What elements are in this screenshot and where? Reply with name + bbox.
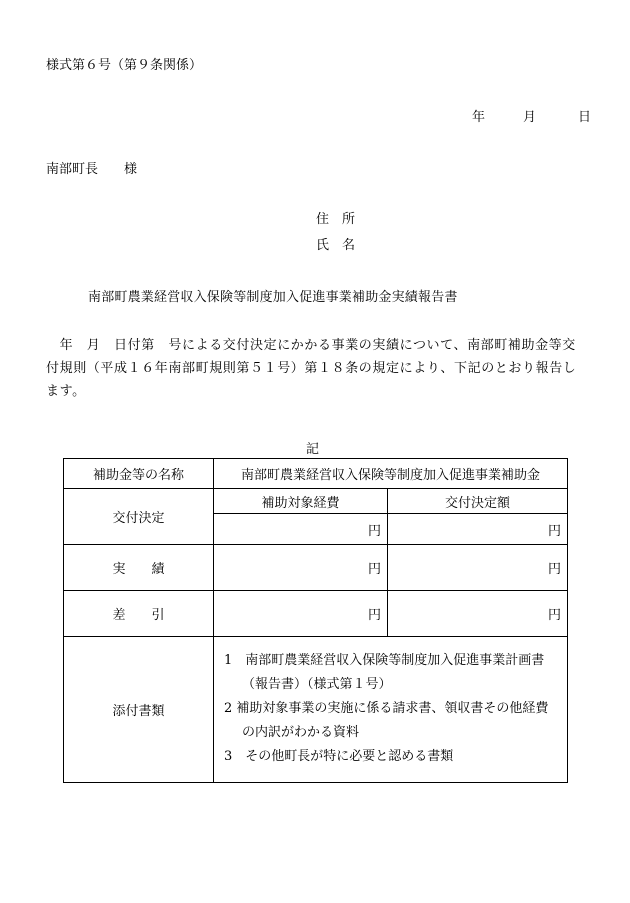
form-number: 様式第６号（第９条関係）: [46, 58, 203, 73]
table-row: [64, 545, 568, 591]
row-diff-label: 差 引: [64, 591, 214, 637]
name-label: 氏 名: [316, 238, 356, 253]
diff-amount-cell: 円: [388, 591, 568, 637]
result-cost-cell: 円: [214, 545, 388, 591]
date-month-label: 月: [523, 110, 537, 125]
addressee: 南部町長 様: [46, 162, 138, 177]
table-row: [64, 459, 568, 489]
ki-heading: 記: [306, 442, 320, 457]
attachment-item: 1 南部町農業経営収入保険等制度加入促進事業計画書（報告書）（様式第１号）: [224, 653, 545, 692]
attachments-list: [214, 637, 568, 783]
subsidy-name-value: 南部町農業経営収入保険等制度加入促進事業補助金: [214, 459, 568, 489]
document-title: 南部町農業経営収入保険等制度加入促進事業補助金実績報告書: [88, 290, 458, 305]
decision-cost-cell: 円: [214, 514, 388, 545]
attachment-item: 2 補助対象事業の実施に係る請求書、領収書その他経費の内訳がわかる資料: [224, 701, 549, 740]
col-eligible-cost-header: 補助対象経費: [214, 489, 388, 514]
row-decision-label: 交付決定: [64, 489, 214, 545]
row-result-label: 実 績: [64, 545, 214, 591]
decision-amount-cell: 円: [388, 514, 568, 545]
body-text: 年 月 日付第 号による交付決定にかかる事業の実績について、南部町補助金等交付規則（平成１６年南部町規則第５１号）第１８条の規定により、下記のとおり報告します。: [46, 338, 577, 399]
attachments-label: 添付書類: [64, 637, 214, 783]
table-row: [64, 591, 568, 637]
report-table: [63, 458, 568, 783]
table-row: [64, 637, 568, 783]
date-line: [472, 106, 591, 125]
attachment-item: 3 その他町長が特に必要と認める書類: [224, 749, 454, 764]
subsidy-name-label: 補助金等の名称: [64, 459, 214, 489]
date-day-label: 日: [578, 110, 592, 125]
diff-cost-cell: 円: [214, 591, 388, 637]
table-row: [64, 489, 568, 514]
date-year-label: 年: [472, 110, 486, 125]
col-decision-amount-header: 交付決定額: [388, 489, 568, 514]
result-amount-cell: 円: [388, 545, 568, 591]
address-label: 住 所: [316, 212, 356, 227]
